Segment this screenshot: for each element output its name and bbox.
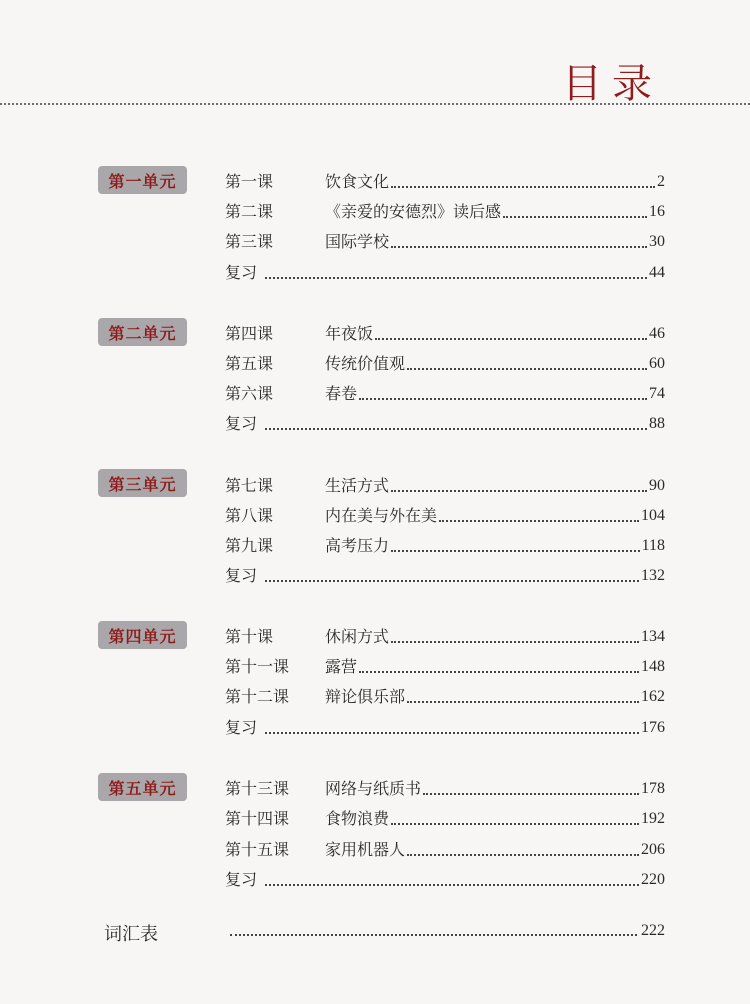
page-number: 60 [649, 355, 665, 372]
lesson-topic: 露营 [325, 657, 358, 676]
dot-leader [391, 489, 647, 492]
page-number: 118 [641, 537, 665, 554]
review-label: 复习 [225, 414, 258, 433]
toc-entry[interactable] [225, 382, 665, 404]
page-number: 176 [641, 719, 665, 736]
dot-leader [423, 792, 639, 795]
dot-leader [265, 579, 639, 582]
lesson-topic: 高考压力 [325, 536, 390, 555]
toc-entry[interactable] [225, 230, 665, 252]
page-number: 104 [641, 507, 665, 524]
page-number: 220 [641, 871, 665, 888]
dot-leader [391, 185, 655, 188]
review-label: 复习 [225, 263, 258, 282]
lesson-number: 第十五课 [225, 840, 290, 859]
page-number: 132 [641, 567, 665, 584]
page-number: 90 [649, 477, 665, 494]
lesson-number: 第二课 [225, 202, 274, 221]
lesson-topic: 春卷 [325, 384, 358, 403]
toc-entry[interactable] [225, 716, 665, 738]
page-number: 222 [641, 922, 665, 939]
page-number: 16 [649, 203, 665, 220]
dot-leader [265, 427, 647, 430]
lesson-number: 第十三课 [225, 779, 290, 798]
toc-entry[interactable] [225, 474, 665, 496]
lesson-topic: 生活方式 [325, 476, 390, 495]
lesson-topic: 传统价值观 [325, 354, 406, 373]
dot-leader [265, 883, 639, 886]
page-number: 46 [649, 325, 665, 342]
page-number: 44 [649, 264, 665, 281]
lesson-topic: 家用机器人 [325, 840, 406, 859]
page-number: 162 [641, 688, 665, 705]
lesson-topic: 饮食文化 [325, 172, 390, 191]
dot-leader [230, 933, 637, 936]
unit-label-2[interactable]: 第二单元 [98, 318, 187, 346]
page-number: 206 [641, 841, 665, 858]
lesson-topic: 辩论俱乐部 [325, 687, 406, 706]
unit-label-1[interactable]: 第一单元 [98, 166, 187, 194]
dot-leader [375, 337, 647, 340]
page-title: 目录 [562, 61, 662, 107]
lesson-topic: 休闲方式 [325, 627, 390, 646]
page-number: 2 [657, 173, 665, 190]
lesson-number: 第五课 [225, 354, 274, 373]
toc-entry[interactable] [225, 777, 665, 799]
lesson-number: 第一课 [225, 172, 274, 191]
page-number: 88 [649, 415, 665, 432]
unit-label-5[interactable]: 第五单元 [98, 773, 187, 801]
toc-entry[interactable] [225, 685, 665, 707]
toc-entry[interactable] [225, 838, 665, 860]
dot-leader [391, 549, 640, 552]
lesson-number: 第九课 [225, 536, 274, 555]
lesson-topic: 《亲爱的安德烈》读后感 [325, 202, 502, 221]
toc-entry[interactable] [225, 200, 665, 222]
page-number: 74 [649, 385, 665, 402]
dot-leader [359, 670, 639, 673]
lesson-number: 第十二课 [225, 687, 290, 706]
dot-leader [407, 700, 639, 703]
review-label: 复习 [225, 870, 258, 889]
vocabulary-entry[interactable] [230, 918, 665, 940]
lesson-topic: 食物浪费 [325, 809, 390, 828]
lesson-number: 第十课 [225, 627, 274, 646]
unit-label-3[interactable]: 第三单元 [98, 469, 187, 497]
toc-entry[interactable] [225, 322, 665, 344]
toc-entry[interactable] [225, 352, 665, 374]
lesson-topic: 网络与纸质书 [325, 779, 422, 798]
dot-leader [391, 245, 647, 248]
dotted-divider [0, 103, 750, 105]
lesson-number: 第八课 [225, 506, 274, 525]
dot-leader [359, 397, 647, 400]
lesson-topic: 年夜饭 [325, 324, 374, 343]
page-number: 192 [641, 810, 665, 827]
toc-entry[interactable] [225, 868, 665, 890]
page-number: 148 [641, 658, 665, 675]
lesson-number: 第十一课 [225, 657, 290, 676]
dot-leader [503, 215, 647, 218]
lesson-number: 第四课 [225, 324, 274, 343]
lesson-number: 第六课 [225, 384, 274, 403]
dot-leader [407, 853, 639, 856]
page-number: 30 [649, 233, 665, 250]
toc-entry[interactable] [225, 261, 665, 283]
dot-leader [407, 367, 647, 370]
toc-entry[interactable] [225, 170, 665, 192]
lesson-topic: 国际学校 [325, 232, 390, 251]
vocabulary-label[interactable]: 词汇表 [104, 924, 158, 945]
review-label: 复习 [225, 718, 258, 737]
page-number: 178 [641, 780, 665, 797]
toc-entry[interactable] [225, 504, 665, 526]
lesson-number: 第三课 [225, 232, 274, 251]
dot-leader [391, 640, 639, 643]
lesson-topic: 内在美与外在美 [325, 506, 438, 525]
toc-entry[interactable] [225, 625, 665, 647]
unit-label-4[interactable]: 第四单元 [98, 621, 187, 649]
dot-leader [439, 519, 639, 522]
review-label: 复习 [225, 566, 258, 585]
lesson-number: 第十四课 [225, 809, 290, 828]
toc-entry[interactable] [225, 807, 665, 829]
toc-entry[interactable] [225, 655, 665, 677]
dot-leader [391, 822, 639, 825]
page-number: 134 [641, 628, 665, 645]
toc-entry[interactable] [225, 564, 665, 586]
dot-leader [265, 276, 647, 279]
lesson-number: 第七课 [225, 476, 274, 495]
dot-leader [265, 731, 639, 734]
toc-entry[interactable] [225, 534, 665, 556]
toc-entry[interactable] [225, 412, 665, 434]
